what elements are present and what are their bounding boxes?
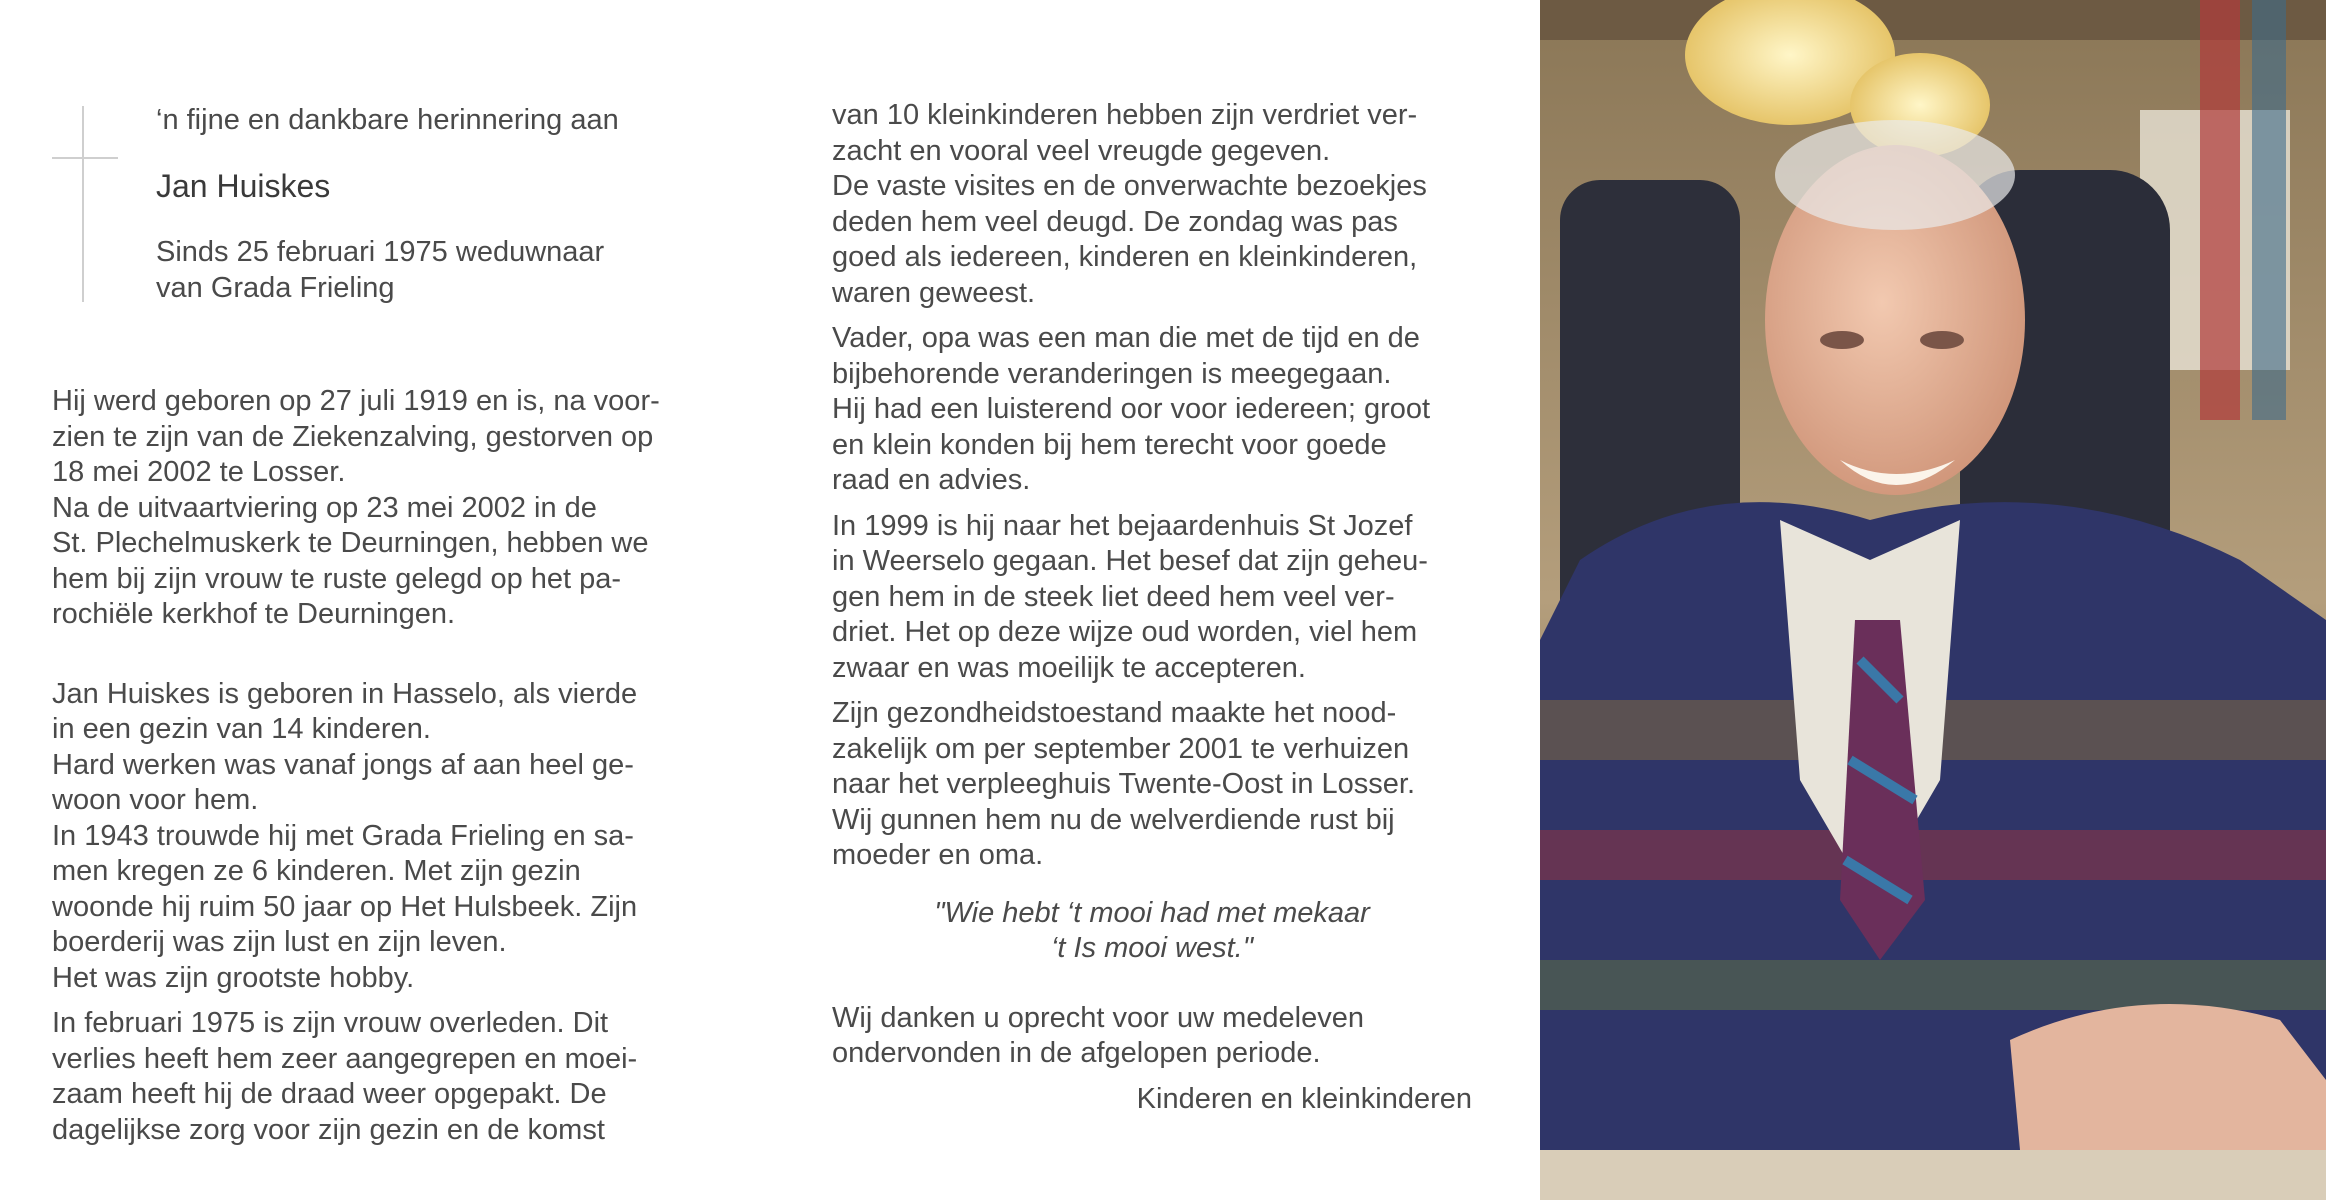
left-column — [52, 384, 690, 1158]
paragraph-grandchildren: van 10 kleinkinderen hebben zijn verdriet ver- zacht en vooral veel vreugde gegeven. De vaste visites en de onverwachte bezoekjes deden hem veel deugd. De zondag was pas goed als iedereen, kinderen en kleinkinderen, waren geweest. — [832, 99, 1427, 309]
signature-text: Kinderen en kleinkinderen — [1136, 1082, 1472, 1115]
middle-column — [832, 98, 1472, 1127]
paragraph-father: Vader, opa was een man die met de tijd en de bijbehorende veranderingen is meegegaan. Hij had een luisterend oor voor iedereen; groot en klein konden bij hem terecht voor goede raad en advies. — [832, 322, 1431, 496]
portrait-photo — [1540, 0, 2326, 1200]
paragraph-loss: In februari 1975 is zijn vrouw overleden. Dit verlies heeft hem zeer aangegrepen en moei- zaam heeft hij de draad weer opgepakt. De dagelijkse zorg voor zijn gezin en de komst — [52, 1007, 638, 1146]
quote-text: "Wie hebt ‘t mooi had met mekaar ‘t Is mooi west." — [934, 896, 1370, 964]
cross-vertical-bar — [82, 106, 84, 302]
portrait-illustration — [1540, 0, 2326, 1200]
paragraph-health: Zijn gezondheidstoestand maakte het nood- zakelijk om per september 2001 te verhuizen naar het verpleeghuis Twente-Oost in Losser. Wij gunnen hem nu de welverdiende rust bij moeder en oma. — [832, 697, 1416, 871]
widower-text: Sinds 25 februari 1975 weduwnaar van Grada Frieling — [156, 236, 605, 304]
dedication-text: ‘n fijne en dankbare herinnering aan — [156, 104, 619, 136]
cross-horizontal-bar — [52, 157, 118, 159]
deceased-name: Jan Huiskes — [156, 168, 331, 204]
paragraph-birth-death: Hij werd geboren op 27 juli 1919 en is, na voor- zien te zijn van de Ziekenzalving, gestorven op 18 mei 2002 te Losser. Na de uitvaartviering op 23 mei 2002 in de St. Plechelmuskerk te Deurningen, hebben we hem bij zijn vrouw te ruste gelegd op het pa- rochiële kerkhof te Deurningen. — [52, 385, 660, 630]
paragraph-care-home: In 1999 is hij naar het bejaardenhuis St Jozef in Weerselo gegaan. Het besef dat zijn geheu- gen hem in de steek liet deed hem veel ver- driet. Het op deze wijze oud worden, viel hem zwaar en was moeilijk te accepteren. — [832, 509, 1428, 684]
thanks-text: Wij danken u oprecht voor uw medeleven ondervonden in de afgelopen periode. — [832, 1001, 1364, 1069]
paragraph-life: Jan Huiskes is geboren in Hasselo, als vierde in een gezin van 14 kinderen. Hard werken was vanaf jongs af aan heel ge- woon voor hem. In 1943 trouwde hij met Grada Frieling en sa- men kregen ze 6 kinderen. Met zijn gezin woonde hij ruim 50 jaar op Het Hulsbeek. Zijn boerderij was zijn lust en zijn leven. Het was zijn grootste hobby. — [52, 677, 638, 994]
intro-block — [156, 98, 716, 306]
